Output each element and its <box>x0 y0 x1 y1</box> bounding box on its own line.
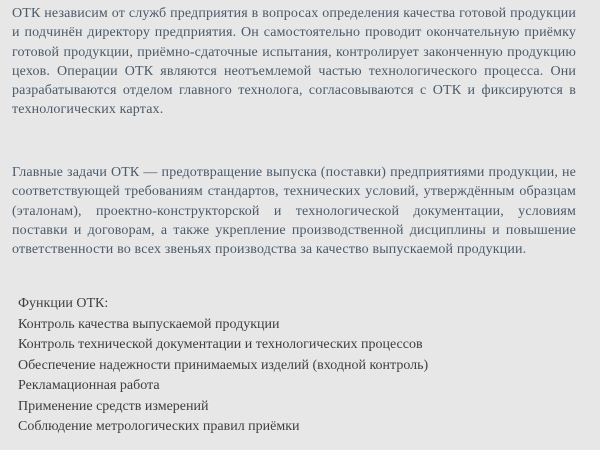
functions-title: Функции ОТК: <box>18 296 109 311</box>
function-item: Соблюдение метрологических правил приёмки <box>18 419 300 434</box>
functions-list <box>18 294 578 438</box>
paragraph-otk-main-tasks: Главные задачи ОТК — предотвращение выпуска (поставки) предприятиями продукции, не соответствующей требованиям стандартов, технических условий, утверждённым образцам (эталонам), проектно-конструкторской и технологической документации, условиям поставки и договорам, а также укрепление производственной дисциплины и повышение ответственности во всех звеньях производства за качество выпускаемой продукции. <box>12 165 576 258</box>
function-item: Контроль технической документации и технологических процессов <box>18 337 423 352</box>
function-item: Обеспечение надежности принимаемых изделий (входной контроль) <box>18 357 429 373</box>
paragraph-otk-independence: ОТК независим от служб предприятия в вопросах определения качества готовой продукции и подчинён директору предприятия. Он самостоятельно проводит окончательную приёмку готовой продукции, приёмно-сдаточные испытания, контролирует законченную продукцию цехов. Операции ОТК являются неотъемлемой частью технологического процесса. Они разрабатываются отделом главного технолога, согласовываются с ОТК и фиксируются в технологических картах. <box>12 6 576 118</box>
function-item: Контроль качества выпускаемой продукции <box>18 316 280 332</box>
function-item: Рекламационная работа <box>18 378 160 393</box>
function-item: Применение средств измерений <box>18 398 209 414</box>
